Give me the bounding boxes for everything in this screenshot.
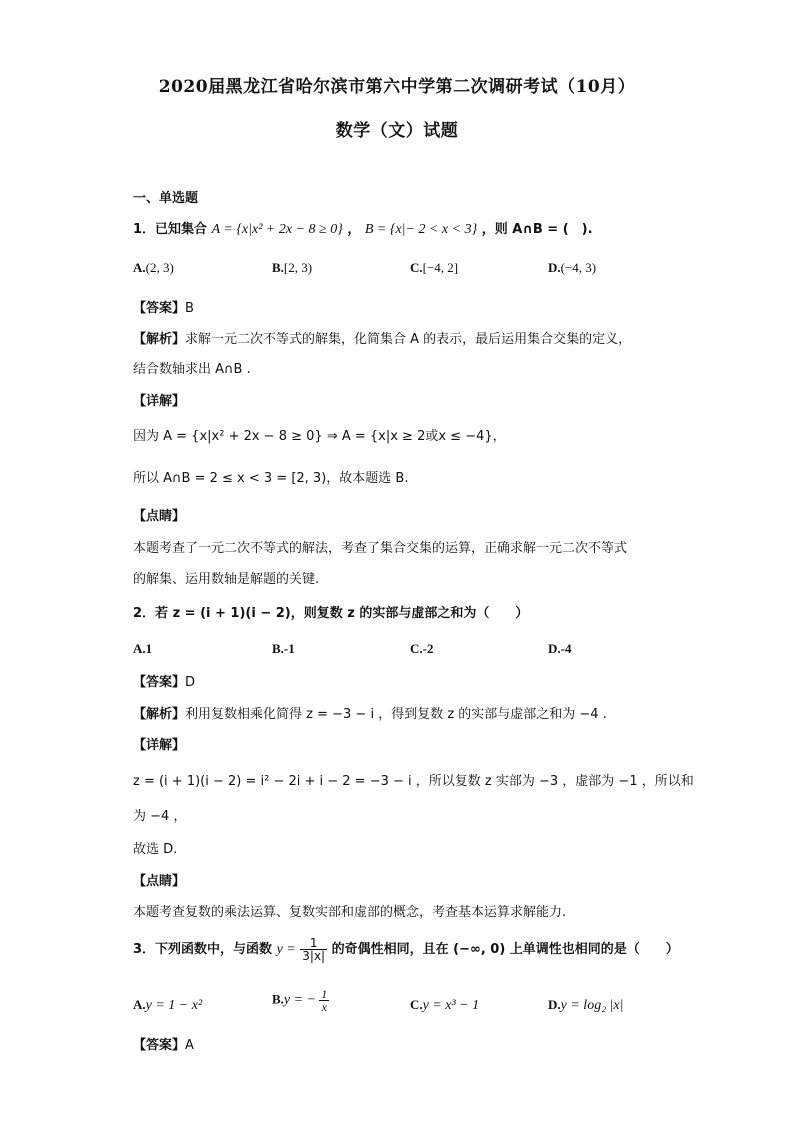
paper-title: 2020届黑龙江省哈尔滨市第六中学第二次调研考试（10月） (158, 77, 636, 97)
answer-tag: 【答案】 (133, 1038, 186, 1053)
option-label: D. (548, 997, 561, 1012)
q1-option-a (133, 260, 174, 276)
q1-option-c (410, 260, 458, 276)
q3-option-c (410, 997, 479, 1014)
q1-detail-line2: 所以 A∩B = 2 ≤ x < 3 = [2, 3)，故本题选 B. (133, 471, 409, 486)
option-label: C. (410, 260, 423, 275)
option-text: y = x³ − 1 (422, 998, 480, 1013)
q1-answer (133, 297, 194, 316)
option-label: C. (410, 997, 423, 1012)
q3-prompt-end: 的奇偶性相同，且在 (−∞, 0) 上单调性也相同的是（ ） (331, 942, 679, 957)
q3-func-lhs: y = (276, 942, 296, 957)
option-label: A. (133, 997, 146, 1012)
q1-option-b (272, 260, 312, 276)
q2-option-d (548, 641, 571, 657)
option-label: C. (410, 641, 423, 656)
answer-value: D (185, 675, 196, 690)
option-label: A. (133, 641, 146, 656)
q3-option-b (272, 988, 329, 1013)
q2-option-c (410, 641, 433, 657)
q2-analysis-line1 (133, 703, 607, 722)
paper-subtitle: 数学（文）试题 (335, 121, 459, 141)
q1-comment-tag: 【点睛】 (133, 509, 186, 524)
answer-value: B (185, 301, 194, 316)
q2-detail-line1: z = (i + 1)(i − 2) = i² − 2i + i − 2 = −3 − i ，所以复数 z 实部为 −3 ，虚部为 −1 ，所以和 (133, 774, 694, 789)
q1-prompt (133, 218, 593, 238)
q2-comment-tag: 【点睛】 (133, 874, 186, 889)
answer-tag: 【答案】 (133, 675, 186, 690)
fraction-denominator: x (321, 1000, 327, 1014)
option-label: B. (272, 991, 284, 1007)
q3-prompt-start: 3．下列函数中，与函数 (133, 942, 273, 957)
option-text: [−4, 2] (422, 260, 459, 275)
q3-option-b-fraction (319, 988, 329, 1013)
q1-set-a: A = {x|x² + 2x − 8 ≥ 0} (211, 222, 343, 237)
option-label: D. (548, 641, 561, 656)
option-text: 1 (145, 641, 153, 656)
q1-detail-tag: 【详解】 (133, 394, 186, 409)
q3-answer (133, 1034, 194, 1053)
section-heading: 一、单选题 (133, 191, 199, 206)
answer-tag: 【答案】 (133, 301, 186, 316)
q1-analysis-line2: 结合数轴求出 A∩B . (133, 362, 251, 377)
q1-sep: ， (347, 222, 361, 237)
q1-set-b: B = {x|− 2 < x < 3} (364, 222, 478, 237)
option-text: -2 (422, 641, 434, 656)
option-text: -4 (560, 641, 572, 656)
q2-detail-line3: 故选 D. (133, 842, 178, 857)
option-text: y = 1 − x² (145, 998, 203, 1013)
answer-value: A (185, 1038, 194, 1053)
q1-comment-line1: 本题考查了一元二次不等式的解法，考查了集合交集的运算，正确求解一元二次不等式 (133, 541, 628, 556)
analysis-text: 求解一元二次不等式的解集，化简集合 A 的表示，最后运用集合交集的定义， (185, 332, 632, 347)
q1-option-d (548, 260, 596, 276)
q3-option-d (548, 997, 623, 1014)
q1-detail-line1: 因为 A = {x|x² + 2x − 8 ≥ 0} ⇒ A = {x|x ≥ 2或x ≤ −4}， (133, 429, 506, 444)
analysis-text: 利用复数相乘化简得 z = −3 − i ，得到复数 z 的实部与虚部之和为 −4 . (185, 707, 607, 722)
option-text: (−4, 3) (560, 260, 597, 275)
option-text: y = − (283, 992, 317, 1008)
option-label: B. (272, 641, 284, 656)
q2-prompt: 2．若 z = (i + 1)(i − 2)，则复数 z 的实部与虚部之和为（ ） (133, 606, 529, 621)
q1-prompt-text: 1．已知集合 (133, 222, 208, 237)
option-label: A. (133, 260, 146, 275)
analysis-tag: 【解析】 (133, 332, 186, 347)
option-label: B. (272, 260, 284, 275)
q2-option-a (133, 641, 152, 657)
option-text: [2, 3) (283, 260, 313, 275)
q2-detail-tag: 【详解】 (133, 738, 186, 753)
q2-option-b (272, 641, 295, 657)
option-text: -1 (283, 641, 295, 656)
q3-option-a (133, 997, 202, 1014)
q1-analysis-line1 (133, 328, 631, 347)
fraction-numerator: 1 (321, 987, 328, 1001)
fraction-denominator: 3|x| (302, 949, 326, 963)
q1-tail: ，则 A∩B = ( ). (481, 222, 593, 237)
fraction-numerator: 1 (300, 937, 327, 950)
q2-comment-line1: 本题考查复数的乘法运算、复数实部和虚部的概念，考查基本运算求解能力. (133, 905, 567, 920)
q1-comment-line2: 的解集、运用数轴是解题的关键. (133, 572, 320, 587)
analysis-tag: 【解析】 (133, 707, 186, 722)
option-text: (2, 3) (145, 260, 174, 275)
q2-detail-line2: 为 −4 ， (133, 809, 187, 824)
option-label: D. (548, 260, 561, 275)
option-text: y = log₂ |x| (560, 998, 624, 1013)
q2-answer (133, 671, 195, 690)
q3-prompt (133, 937, 679, 962)
q3-func-fraction (300, 937, 327, 962)
